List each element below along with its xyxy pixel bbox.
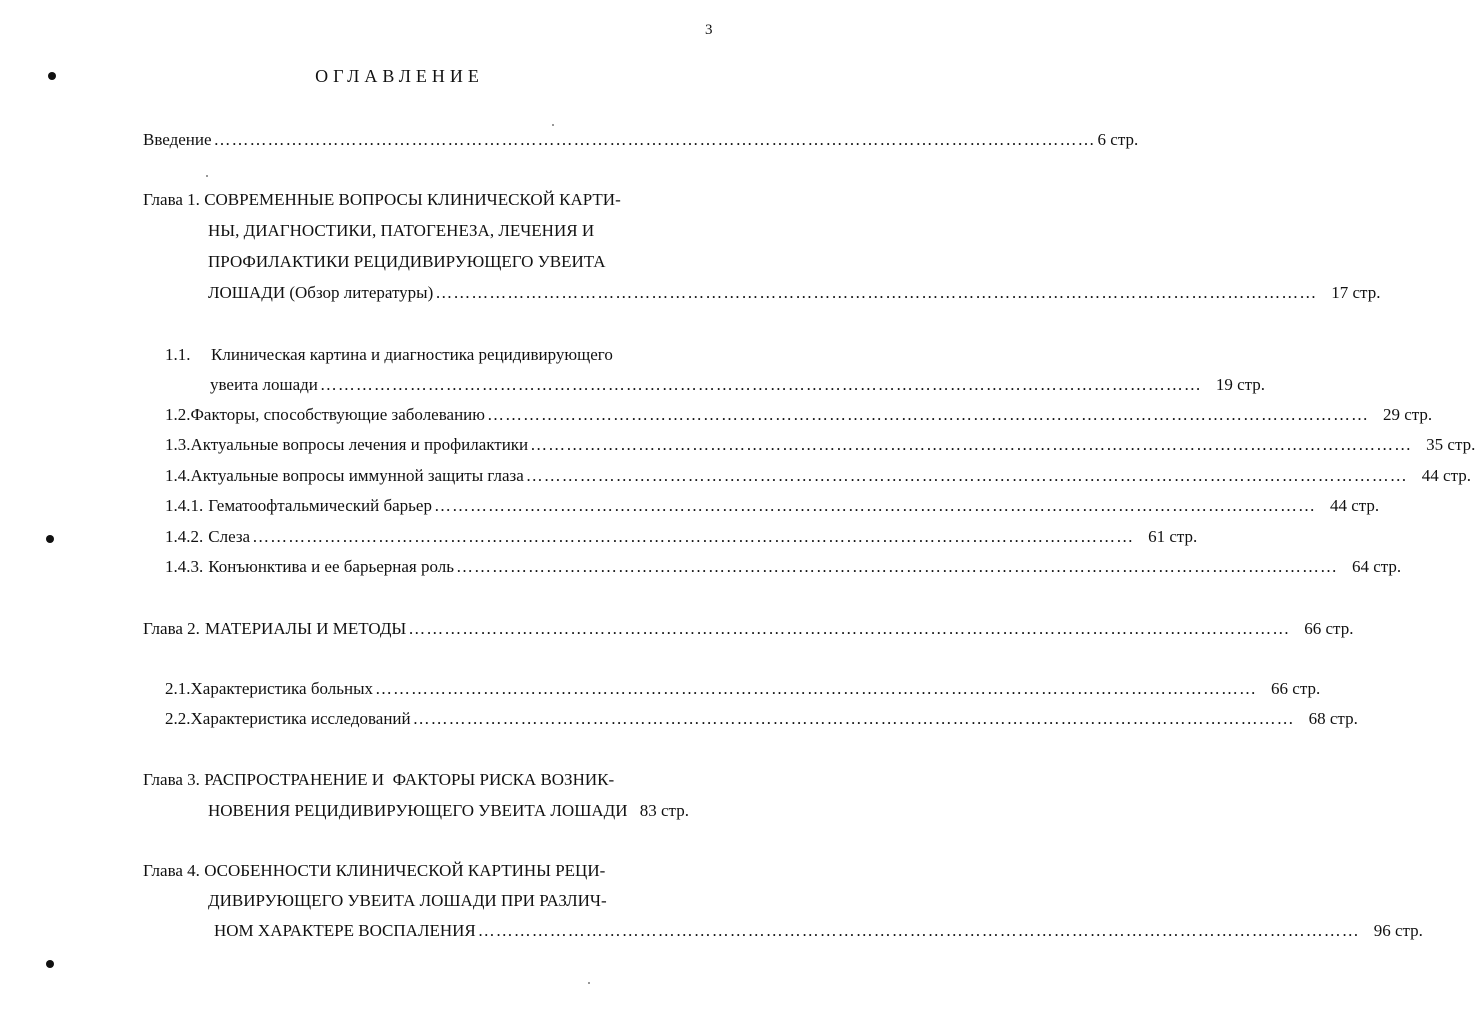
toc-leader: ………………………………………………………………………………………………………………………………… <box>530 435 1413 454</box>
toc-label: увеита лошади <box>210 375 318 394</box>
toc-page: 61 стр. <box>1148 527 1198 546</box>
chapter1-prefix: Глава 1. <box>143 190 200 209</box>
toc-page: 29 стр. <box>1382 405 1433 424</box>
toc-leader: ………………………………………………………………………………………………………………………………… <box>435 283 1318 302</box>
section-number: 1.4.2. <box>165 527 204 546</box>
chapter3-line2 <box>208 801 689 821</box>
page-number: 3 <box>705 22 713 38</box>
chapter4-title-line1: ОСОБЕННОСТИ КЛИНИЧЕСКОЙ КАРТИНЫ РЕЦИ- <box>204 861 606 880</box>
section-2-1 <box>165 679 1321 699</box>
toc-page: 19 стр. <box>1215 375 1266 394</box>
section-label: Клиническая картина и диагностика рецидивирующего <box>211 345 613 364</box>
chapter1-title-line3: ПРОФИЛАКТИКИ РЕЦИДИВИРУЮЩЕГО УВЕИТА <box>208 252 606 271</box>
section-2-2 <box>165 709 1358 729</box>
toc-leader: ………………………………………………………………………………………………………………………………… <box>375 679 1258 698</box>
section-number: 2.2. <box>165 709 191 728</box>
toc-page: 35 стр. <box>1426 435 1475 454</box>
toc-leader: ………………………………………………………………………………………………………………………………… <box>456 557 1338 576</box>
section-1-4-1 <box>165 496 1380 516</box>
section-1-4-2 <box>165 527 1198 547</box>
section-number: 1.4. <box>165 466 191 485</box>
chapter2-prefix: Глава 2. <box>143 619 200 638</box>
toc-label: Введение <box>143 130 212 149</box>
section-number: 1.2. <box>165 405 191 424</box>
toc-leader: ………………………………………………………………………………………………………………………………… <box>319 375 1202 394</box>
toc-label: Конъюнктива и ее барьерная роль <box>208 557 454 576</box>
section-1-2 <box>165 405 1433 425</box>
chapter1-title-line2: НЫ, ДИАГНОСТИКИ, ПАТОГЕНЕЗА, ЛЕЧЕНИЯ И <box>208 221 595 240</box>
speck <box>588 982 590 984</box>
section-1-4 <box>165 466 1471 486</box>
toc-label: НОМ ХАРАКТЕРЕ ВОСПАЛЕНИЯ <box>214 921 476 940</box>
section-number: 1.3. <box>165 435 191 454</box>
chapter1-line1 <box>143 190 621 210</box>
chapter1-title-line1: СОВРЕМЕННЫЕ ВОПРОСЫ КЛИНИЧЕСКОЙ КАРТИ- <box>204 190 621 209</box>
toc-label: Актуальные вопросы иммунной защиты глаза <box>190 466 524 485</box>
toc-leader: ………………………………………………………………………………………………………………………………… <box>477 921 1360 940</box>
section-1-4-3 <box>165 557 1402 577</box>
toc-leader: ………………………………………………………………………………………………………………………………… <box>525 466 1408 485</box>
speck <box>206 175 208 177</box>
section-1-1-line2 <box>210 375 1266 395</box>
speck <box>552 124 554 126</box>
toc-leader: ………………………………………………………………………………………………………………………………… <box>433 496 1316 515</box>
section-number: 1.1. <box>165 345 191 364</box>
toc-label: Актуальные вопросы лечения и профилактики <box>190 435 529 454</box>
toc-label: Гематоофтальмический барьер <box>208 496 432 515</box>
toc-page: 68 стр. <box>1308 709 1358 728</box>
toc-page: 66 стр. <box>1304 619 1354 638</box>
binding-hole-dot <box>48 72 56 80</box>
section-number: 2.1. <box>165 679 191 698</box>
toc-page: 64 стр. <box>1352 557 1402 576</box>
binding-hole-dot <box>46 960 54 968</box>
toc-label: Характеристика больных <box>190 679 374 698</box>
toc-label: МАТЕРИАЛЫ И МЕТОДЫ <box>204 619 407 638</box>
toc-entry-intro <box>143 130 1139 150</box>
chapter3-title-line1: РАСПРОСТРАНЕНИЕ И ФАКТОРЫ РИСКА ВОЗНИК- <box>204 770 615 789</box>
toc-page: 6 стр. <box>1097 130 1139 149</box>
toc-leader: ………………………………………………………………………………………………………………………………… <box>213 130 1096 149</box>
toc-label: Слеза <box>208 527 251 546</box>
chapter4-line3 <box>214 921 1423 941</box>
toc-label: Характеристика исследований <box>190 709 411 728</box>
section-number: 1.4.1. <box>165 496 204 515</box>
chapter3-title-line2: НОВЕНИЯ РЕЦИДИВИРУЮЩЕГО УВЕИТА ЛОШАДИ <box>208 801 628 820</box>
chapter4-prefix: Глава 4. <box>143 861 200 880</box>
toc-label: Факторы, способствующие заболеванию <box>190 405 485 424</box>
toc-page: 44 стр. <box>1329 496 1380 515</box>
section-number: 1.4.3. <box>165 557 204 576</box>
toc-page: 83 стр. <box>639 801 689 820</box>
toc-leader: ………………………………………………………………………………………………………………………………… <box>486 405 1369 424</box>
chapter3-prefix: Глава 3. <box>143 770 200 789</box>
toc-page: 44 стр. <box>1421 466 1471 485</box>
chapter2-entry <box>143 619 1354 639</box>
chapter1-title-line4 <box>208 283 1381 303</box>
toc-page: 96 стр. <box>1373 921 1423 940</box>
chapter4-line1 <box>143 861 605 881</box>
chapter3-line1 <box>143 770 614 790</box>
chapter4-title-line2: ДИВИРУЮЩЕГО УВЕИТА ЛОШАДИ ПРИ РАЗЛИЧ- <box>208 891 607 910</box>
toc-leader: ………………………………………………………………………………………………………………………………… <box>252 527 1135 546</box>
page-title: ОГЛАВЛЕНИЕ <box>315 66 484 86</box>
toc-label: ЛОШАДИ (Обзор литературы) <box>208 283 434 302</box>
section-1-1-line1 <box>165 345 613 365</box>
toc-leader: ………………………………………………………………………………………………………………………………… <box>408 619 1291 638</box>
toc-page: 17 стр. <box>1331 283 1381 302</box>
toc-leader: ………………………………………………………………………………………………………………………………… <box>412 709 1295 728</box>
section-1-3 <box>165 435 1475 455</box>
toc-page: 66 стр. <box>1271 679 1321 698</box>
binding-hole-dot <box>46 535 54 543</box>
